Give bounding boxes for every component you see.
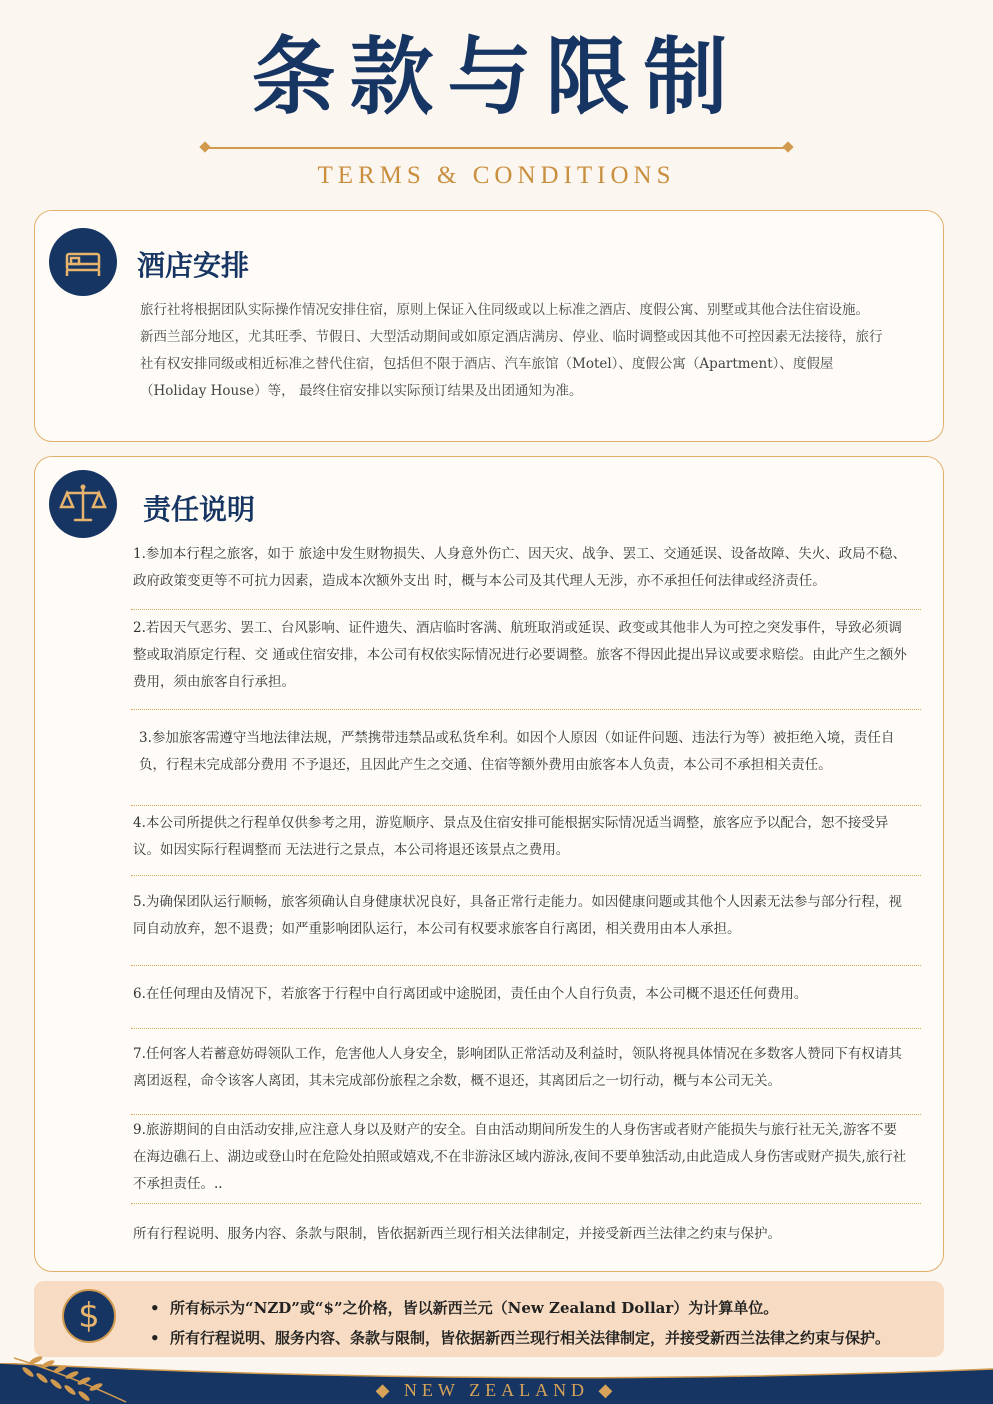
hotel-card <box>34 210 944 442</box>
liability-item-3: 3.参加旅客需遵守当地法律法规，严禁携带违禁品或私货牟利。如因个人原因（如证件问题、违法行为等）被拒绝入境，责任自负，行程未完成部分费用 不予退还，且因此产生之交通、住宿等额外费用由旅客本人负责，本公司不承担相关责任。 <box>139 730 895 773</box>
liability-item-1: 1.参加本行程之旅客，如于 旅途中发生财物损失、人身意外伤亡、因天灾、战争、罢工、交通延误、设备故障、失火、政局不稳、政府政策变更等不可抗力因素，造成本次额外支出 时，概与本公司及其代理人无涉，亦不承担任何法律或经济责任。 <box>133 546 907 589</box>
item-separator <box>131 1203 921 1204</box>
liability-title: 责任说明 <box>143 493 256 526</box>
note-item: • 所有行程说明、服务内容、条款与限制，皆依据新西兰现行相关法律制定，并接受新西兰法律之约束与保护。 <box>146 1323 890 1353</box>
note-list <box>146 1293 890 1353</box>
liability-item-7: 7.任何客人若蓄意妨碍领队工作，危害他人人身安全，影响团队正常活动及利益时，领队将视具体情况在多数客人赞同下有权请其离团返程，命令该客人离团，其未完成部份旅程之余数，概不退还，其离团后之一切行动，概与本公司无关。 <box>133 1046 902 1089</box>
footer-label: ◆ NEW ZEALAND ◆ <box>375 1380 618 1400</box>
title-divider <box>205 147 788 149</box>
liability-item-4: 4.本公司所提供之行程单仅供参考之用，游览顺序、景点及住宿安排可能根据实际情况适当调整，旅客应予以配合，恕不接受异议。如因实际行程调整而 无法进行之景点，本公司将退还该景点之费用。 <box>133 815 889 858</box>
liability-item-9: 9.旅游期间的自由活动安排,应注意人身以及财产的安全。自由活动期间所发生的人身伤害或者财产能损失与旅行社无关,游客不要在海边礁石上、湖边或登山时在危险处拍照或嬉戏,不在非游泳区域内游泳,夜间不要单独活动,由此造成人身伤害或财产损失,旅行社不承担责任。.. <box>133 1122 907 1192</box>
hotel-title: 酒店安排 <box>137 249 250 282</box>
liability-closing: 所有行程说明、服务内容、条款与限制，皆依据新西兰现行相关法律制定，并接受新西兰法律之约束与保护。 <box>133 1226 781 1242</box>
item-separator <box>131 1114 921 1115</box>
scales-icon <box>49 470 117 538</box>
bed-icon <box>49 228 117 296</box>
liability-card <box>34 456 944 1272</box>
hotel-paragraph-2: 新西兰部分地区，尤其旺季、节假日、大型活动期间或如原定酒店满房、停业、临时调整或因其他不可控因素无法接待，旅行社有权安排同级或相近标准之替代住宿，包括但不限于酒店、汽车旅馆（Motel）、度假公寓（Apartment）、度假屋（Holiday House）等， 最终住宿安排以实际预订结果及出团通知为准。 <box>140 329 883 399</box>
hotel-paragraph-1: 旅行社将根据团队实际操作情况安排住宿，原则上保证入住同级或以上标准之酒店、度假公寓、别墅或其他合法住宿设施。 <box>140 302 869 318</box>
page-title: 条款与限制 <box>251 27 742 126</box>
currency-note <box>34 1281 944 1357</box>
item-separator <box>131 609 921 610</box>
liability-item-2: 2.若因天气恶劣、罢工、台风影响、证件遗失、酒店临时客满、航班取消或延误、政变或其他非人为可控之突发事件，导致必须调整或取消原定行程、交 通或住宿安排，本公司有权依实际情况进行必要调整。旅客不得因此提出异议或要求赔偿。由此产生之额外费用，须由旅客自行承担。 <box>133 620 907 690</box>
item-separator <box>131 875 921 876</box>
liability-item-5: 5.为确保团队运行顺畅，旅客须确认自身健康状况良好，具备正常行走能力。如因健康问题或其他个人因素无法参与部分行程，视同自动放弃，恕不退费；如严重影响团队运行，本公司有权要求旅客自行离团，相关费用由本人承担。 <box>133 894 902 937</box>
item-separator <box>131 709 921 710</box>
item-separator <box>131 805 921 806</box>
item-separator <box>131 1028 921 1029</box>
dollar-icon: $ <box>62 1289 116 1343</box>
note-item: • 所有标示为“NZD”或“$”之价格，皆以新西兰元（New Zealand Dollar）为计算单位。 <box>146 1293 890 1323</box>
liability-item-6: 6.在任何理由及情况下，若旅客于行程中自行离团或中途脱团，责任由个人自行负责，本公司概不退还任何费用。 <box>133 986 808 1002</box>
page-subtitle: TERMS & CONDITIONS <box>317 162 676 189</box>
item-separator <box>131 965 921 966</box>
